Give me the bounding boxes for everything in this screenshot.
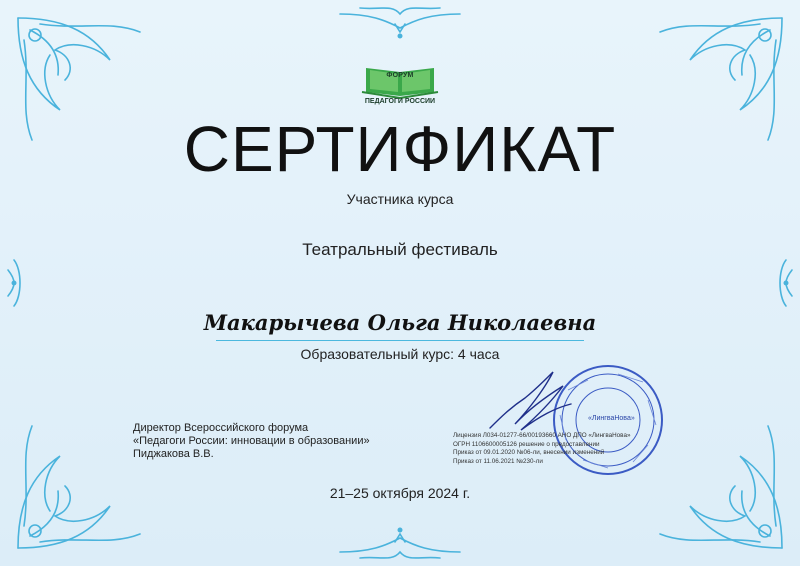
license-line-4: Приказ от 11.06.2021 №230-ли [453, 457, 543, 465]
certificate-date: 21–25 октября 2024 г. [329, 485, 471, 501]
certificate-subtitle: Участника курса [346, 191, 454, 207]
forum-logo [352, 62, 448, 110]
director-block [133, 422, 453, 461]
name-underline [216, 340, 584, 341]
stamp-center-text: «ЛингваНова» [588, 415, 635, 422]
license-line-3: Приказ от 09.01.2020 №06-ли, внесении изменений [453, 449, 605, 457]
license-line-1: Лицензия Л034-01277-66/00193660 АНО ДПО «ЛингваНова» [453, 432, 631, 439]
license-block [453, 432, 683, 466]
logo-forum-text: ФОРУМ [386, 72, 414, 79]
signature-icon [485, 368, 575, 438]
logo-subtitle-text: ПЕДАГОГИ РОССИИ [364, 98, 436, 105]
course-hours: Образовательный курс: 4 часа [300, 346, 500, 362]
course-name: Театральный фестиваль [302, 240, 498, 259]
recipient-name: Макарычева Ольга Николаевна [203, 310, 597, 335]
director-name: Пиджакова В.В. [133, 448, 214, 460]
certificate-title: СЕРТИФИКАТ [183, 113, 617, 185]
director-organization: «Педагоги России: инновации в образовании» [133, 435, 370, 447]
license-line-2: ОГРН 1106600005126 решение о предоставлении [453, 440, 600, 448]
director-title: Директор Всероссийского форума [133, 422, 309, 434]
